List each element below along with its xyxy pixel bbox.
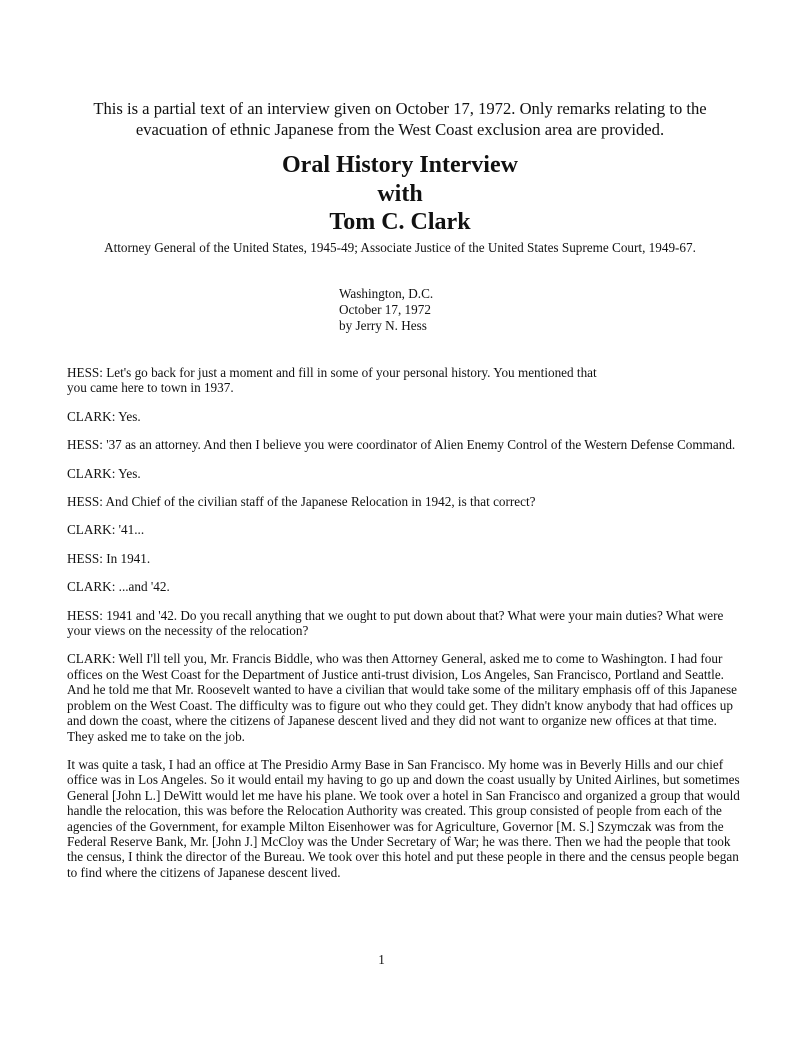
- transcript-paragraph: CLARK: Yes.: [67, 465, 141, 481]
- meta-date: October 17, 1972: [339, 302, 431, 317]
- transcript-paragraph: HESS: '37 as an attorney. And then I believe you were coordinator of Alien Enemy Control of the Western Defense Command.: [67, 437, 736, 453]
- transcript-paragraph: HESS: 1941 and '42. Do you recall anything that we ought to put down about that? What were your main duties? What were your views on the necessity of the relocation?: [67, 607, 724, 639]
- transcript-body: [67, 365, 742, 893]
- intro-note: This is a partial text of an interview given on October 17, 1972. Only remarks relating to the evacuation of ethnic Japanese from the West Coast exclusion area are provided.: [93, 99, 707, 139]
- meta-place: Washington, D.C.: [339, 286, 434, 301]
- title-line-1: Oral History Interview: [282, 152, 518, 178]
- transcript-paragraph: HESS: In 1941.: [67, 550, 151, 566]
- title-line-2: with: [377, 181, 423, 207]
- transcript-paragraph: CLARK: '41...: [67, 522, 145, 538]
- meta-interviewer: by Jerry N. Hess: [339, 318, 427, 333]
- transcript-paragraph: CLARK: Yes.: [67, 408, 141, 424]
- transcript-paragraph: CLARK: Well I'll tell you, Mr. Francis Biddle, who was then Attorney General, asked me to come to Washington. I had four offices on the West Coast for the Department of Justice anti-trust division, Los Angeles, San Francisco, Portland and Seattle. And he told me that Mr. Roosevelt wanted to have a civilian that would take some of the military emphasis off of this Japanese problem on the West Coast. The difficulty was to figure out who they could get. They didn't know anybody that had offices up and down the coast, where the citizens of Japanese descent lived and they did not want to organize new offices at that time. They asked me to take on the job.: [67, 651, 737, 744]
- title-line-3: Tom C. Clark: [329, 209, 471, 235]
- transcript-paragraph: It was quite a task, I had an office at The Presidio Army Base in San Francisco. My home was in Beverly Hills and our chief office was in Los Angeles. So it would entail my having to go up and down the coast usually by United Airlines, but sometimes General [John L.] DeWitt would let me have his plane. We took over a hotel in San Francisco and organized a group that would handle the relocation, this was before the Relocation Authority was created. This group consisted of people from each of the agencies of the Government, for example Milton Eisenhower was for Agriculture, Governor [M. S.] Szymczak was from the Federal Reserve Bank, Mr. [John J.] McCloy was the Under Secretary of War; he was there. Then we had the people that took the census, I think the director of the Bureau. We took over this hotel and put these people in there and the census people began to find where the citizens of Japanese descent lived.: [67, 756, 740, 880]
- interview-meta: [339, 286, 433, 334]
- transcript-paragraph: CLARK: ...and '42.: [67, 579, 170, 595]
- transcript-paragraph: HESS: And Chief of the civilian staff of the Japanese Relocation in 1942, is that correct?: [67, 494, 536, 510]
- page-number: 1: [378, 952, 385, 967]
- transcript-paragraph: HESS: Let's go back for just a moment and fill in some of your personal history. You mentioned that you came here to town in 1937.: [67, 365, 597, 396]
- subtitle: Attorney General of the United States, 1945-49; Associate Justice of the United States Supreme Court, 1949-67.: [104, 240, 696, 255]
